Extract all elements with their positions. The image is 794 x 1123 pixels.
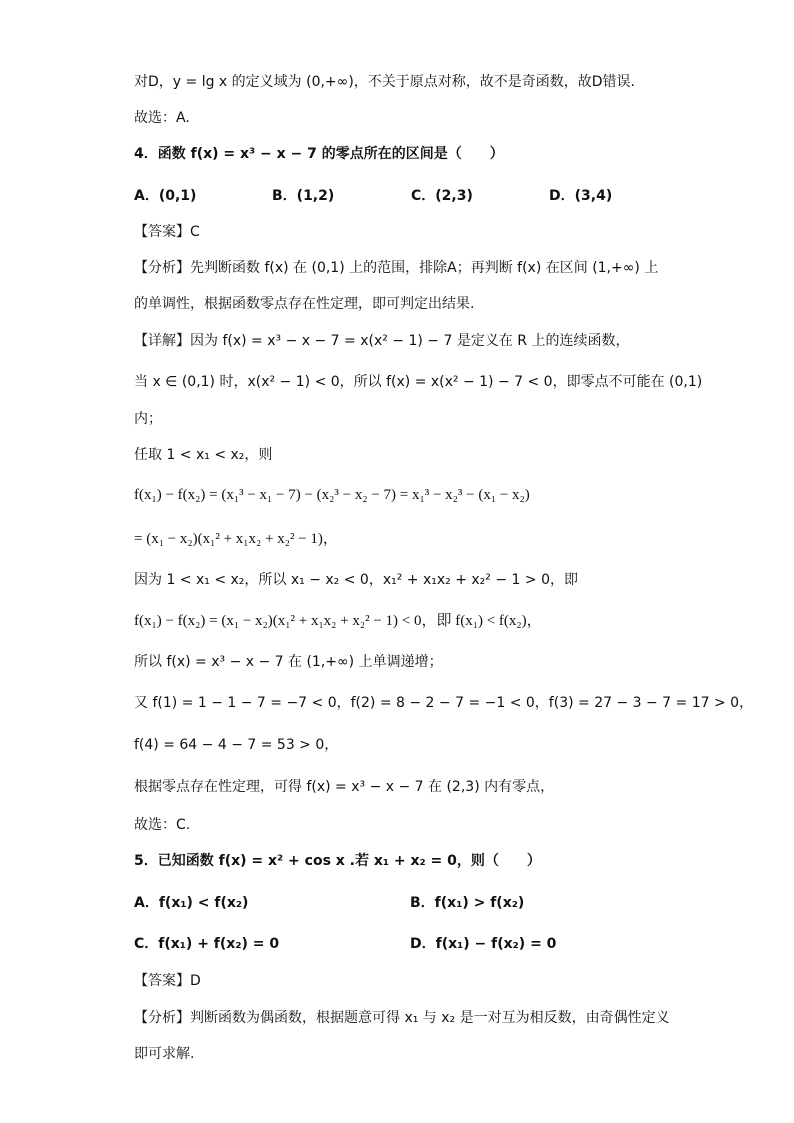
question-4-title: 4．函数 f(x) = x³ − x − 7 的零点所在的区间是（ ） <box>134 146 504 162</box>
detail-text: 所以 f(x) = x³ − x − 7 在 (1,+∞) 上单调递增； <box>134 654 443 670</box>
q5-option-a: A．f(x₁) < f(x₂) <box>134 895 249 911</box>
detail-text: f(4) = 64 − 4 − 7 = 53 > 0， <box>134 737 339 753</box>
detail-text: 任取 1 < x₁ < x₂，则 <box>134 447 273 463</box>
detail-text: 又 f(1) = 1 − 1 − 7 = −7 < 0，f(2) = 8 − 2 − 7 = −1 < 0，f(3) = 27 − 3 − 7 = 17 > 0， <box>134 695 754 711</box>
question-5-title: 5．已知函数 f(x) = x² + cos x .若 x₁ + x₂ = 0，则（ ） <box>134 853 541 869</box>
analysis-text: 即可求解. <box>134 1046 195 1062</box>
analysis-text: 【分析】先判断函数 f(x) 在 (0,1) 上的范围，排除A；再判断 f(x) 在区间 (1,+∞) 上 <box>134 260 659 276</box>
detail-text: 内； <box>134 411 162 427</box>
equation-line: = (x₁ − x₂)(x₁² + x₁x₂ + x₂² − 1)， <box>134 531 338 547</box>
q5-option-d: D．f(x₁) − f(x₂) = 0 <box>410 936 557 952</box>
analysis-text: 【分析】判断函数为偶函数，根据题意可得 x₁ 与 x₂ 是一对互为相反数，由奇偶性定义 <box>134 1010 670 1026</box>
detail-text: 当 x ∈ (0,1) 时，x(x² − 1) < 0，所以 f(x) = x(x² − 1) − 7 < 0，即零点不可能在 (0,1) <box>134 374 703 390</box>
text-line: 故选：A. <box>134 110 190 126</box>
q4-option-b: B．(1,2) <box>272 188 335 204</box>
q4-option-c: C．(2,3) <box>411 188 473 204</box>
detail-text: 【详解】因为 f(x) = x³ − x − 7 = x(x² − 1) − 7 是定义在 R 上的连续函数， <box>134 333 630 349</box>
analysis-text: 的单调性，根据函数零点存在性定理，即可判定出结果. <box>134 296 475 312</box>
detail-text: 故选：C. <box>134 817 191 833</box>
q4-option-a: A．(0,1) <box>134 188 197 204</box>
answer-label: 【答案】C <box>134 224 200 240</box>
equation-line: f(x₁) − f(x₂) = (x₁³ − x₁ − 7) − (x₂³ − x₂ − 7) = x₁³ − x₂³ − (x₁ − x₂) <box>134 487 530 503</box>
answer-label: 【答案】D <box>134 973 201 989</box>
q4-option-d: D．(3,4) <box>549 188 613 204</box>
detail-text: 根据零点存在性定理，可得 f(x) = x³ − x − 7 在 (2,3) 内有零点， <box>134 779 555 795</box>
equation-line: f(x₁) − f(x₂) = (x₁ − x₂)(x₁² + x₁x₂ + x₂² − 1) < 0，即 f(x₁) < f(x₂)， <box>134 613 542 629</box>
text-line: 对D，y = lg x 的定义域为 (0,+∞)，不关于原点对称，故不是奇函数，故D错误. <box>134 74 636 90</box>
q5-option-c: C．f(x₁) + f(x₂) = 0 <box>134 936 280 952</box>
detail-text: 因为 1 < x₁ < x₂，所以 x₁ − x₂ < 0，x₁² + x₁x₂ + x₂² − 1 > 0，即 <box>134 572 578 588</box>
q5-option-b: B．f(x₁) > f(x₂) <box>410 895 525 911</box>
